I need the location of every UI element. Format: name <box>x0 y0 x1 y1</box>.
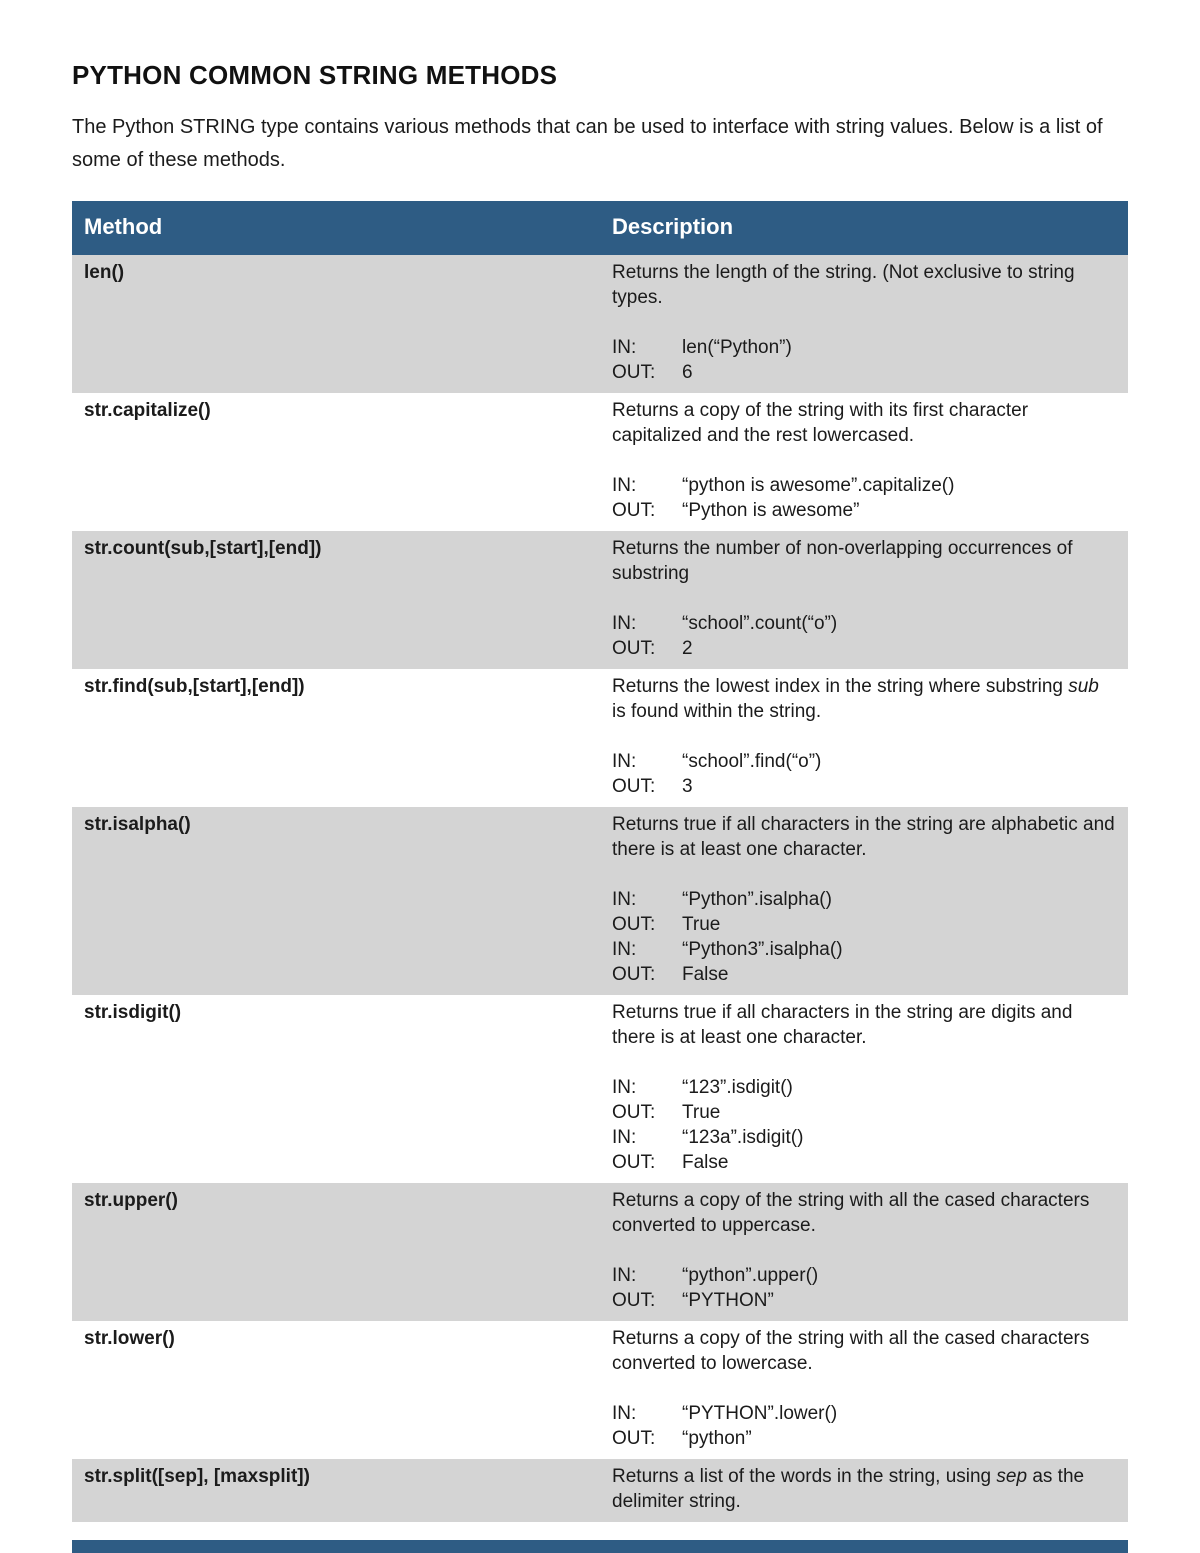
io-spacer <box>612 1238 1116 1263</box>
next-page-header-strip <box>72 1540 1128 1553</box>
io-line <box>612 611 1116 636</box>
io-value: 3 <box>682 776 693 797</box>
io-line <box>612 1100 1116 1125</box>
description-text: Returns true if all characters in the string are alphabetic and there is at least one character. <box>612 814 1115 860</box>
io-line <box>612 498 1116 523</box>
io-line <box>612 937 1116 962</box>
table-row <box>72 531 1128 669</box>
io-label: IN: <box>612 475 637 496</box>
io-value: True <box>682 914 721 935</box>
io-spacer <box>612 448 1116 473</box>
io-spacer <box>612 310 1116 335</box>
io-value: “python”.upper() <box>682 1265 819 1286</box>
io-spacer <box>612 1050 1116 1075</box>
io-label: IN: <box>612 337 637 358</box>
io-label: OUT: <box>612 1428 656 1449</box>
column-header-method: Method <box>72 201 600 255</box>
method-name: str.lower() <box>72 1321 600 1459</box>
io-line <box>612 1150 1116 1175</box>
table-row <box>72 393 1128 531</box>
io-value: False <box>682 1152 729 1173</box>
method-name: len() <box>72 255 600 393</box>
description-text: Returns the number of non-overlapping occurrences of substring <box>612 538 1073 584</box>
methods-table-body <box>72 255 1128 1522</box>
io-label: OUT: <box>612 1152 656 1173</box>
io-label: IN: <box>612 1077 637 1098</box>
io-label: IN: <box>612 1265 637 1286</box>
description-text: Returns the lowest index in the string where substring sub is found within the string. <box>612 676 1099 722</box>
io-value: “school”.count(“o”) <box>682 613 838 634</box>
io-line <box>612 912 1116 937</box>
io-value: “123a”.isdigit() <box>682 1127 804 1148</box>
io-line <box>612 360 1116 385</box>
column-header-description: Description <box>600 201 1128 255</box>
string-methods-table <box>72 201 1128 1522</box>
io-line <box>612 1263 1116 1288</box>
io-label: OUT: <box>612 1290 656 1311</box>
table-row <box>72 669 1128 807</box>
io-line <box>612 335 1116 360</box>
io-line <box>612 962 1116 987</box>
io-line <box>612 1125 1116 1150</box>
io-spacer <box>612 1376 1116 1401</box>
table-row <box>72 995 1128 1183</box>
io-value: “Python”.isalpha() <box>682 889 832 910</box>
description-text: Returns a copy of the string with all the cased characters converted to lowercase. <box>612 1328 1090 1374</box>
io-label: OUT: <box>612 964 656 985</box>
method-name: str.isdigit() <box>72 995 600 1183</box>
io-value: 2 <box>682 638 693 659</box>
intro-paragraph: The Python STRING type contains various methods that can be used to interface with string values. Below is a list of some of these methods. <box>72 116 1103 171</box>
io-label: OUT: <box>612 638 656 659</box>
io-line <box>612 1288 1116 1313</box>
method-description-cell <box>600 255 1128 393</box>
io-line <box>612 473 1116 498</box>
io-spacer <box>612 724 1116 749</box>
io-value: len(“Python”) <box>682 337 792 358</box>
io-value: “python is awesome”.capitalize() <box>682 475 955 496</box>
description-text: Returns a list of the words in the string, using sep as the delimiter string. <box>612 1466 1085 1512</box>
io-line <box>612 636 1116 661</box>
io-label: IN: <box>612 939 637 960</box>
io-label: IN: <box>612 889 637 910</box>
table-header-row <box>72 201 1128 255</box>
io-value: “Python3”.isalpha() <box>682 939 843 960</box>
description-text: Returns the length of the string. (Not exclusive to string types. <box>612 262 1075 308</box>
method-name: str.isalpha() <box>72 807 600 995</box>
io-label: OUT: <box>612 776 656 797</box>
method-name: str.capitalize() <box>72 393 600 531</box>
io-line <box>612 774 1116 799</box>
io-label: IN: <box>612 1127 637 1148</box>
io-value: “PYTHON”.lower() <box>682 1403 838 1424</box>
table-row <box>72 807 1128 995</box>
io-value: False <box>682 964 729 985</box>
page-title: PYTHON COMMON STRING METHODS <box>72 60 558 90</box>
method-name: str.count(sub,[start],[end]) <box>72 531 600 669</box>
method-description-cell <box>600 807 1128 995</box>
table-row <box>72 1183 1128 1321</box>
method-description-cell <box>600 1321 1128 1459</box>
method-name: str.upper() <box>72 1183 600 1321</box>
description-text: Returns a copy of the string with its first character capitalized and the rest lowercased. <box>612 400 1029 446</box>
description-text: Returns true if all characters in the string are digits and there is at least one character. <box>612 1002 1073 1048</box>
io-label: IN: <box>612 613 637 634</box>
io-label: OUT: <box>612 1102 656 1123</box>
io-line <box>612 1401 1116 1426</box>
io-spacer <box>612 586 1116 611</box>
method-name: str.find(sub,[start],[end]) <box>72 669 600 807</box>
io-label: OUT: <box>612 362 656 383</box>
description-text: Returns a copy of the string with all the cased characters converted to uppercase. <box>612 1190 1090 1236</box>
io-value: “123”.isdigit() <box>682 1077 793 1098</box>
io-value: “Python is awesome” <box>682 500 860 521</box>
method-description-cell <box>600 669 1128 807</box>
method-description-cell <box>600 531 1128 669</box>
io-line <box>612 1426 1116 1451</box>
method-name: str.split([sep], [maxsplit]) <box>72 1459 600 1522</box>
table-row <box>72 1321 1128 1459</box>
method-description-cell <box>600 1183 1128 1321</box>
io-value: True <box>682 1102 721 1123</box>
table-row <box>72 255 1128 393</box>
table-row <box>72 1459 1128 1522</box>
io-line <box>612 887 1116 912</box>
io-value: “PYTHON” <box>682 1290 774 1311</box>
method-description-cell <box>600 393 1128 531</box>
io-value: 6 <box>682 362 693 383</box>
io-label: IN: <box>612 1403 637 1424</box>
io-value: “python” <box>682 1428 752 1449</box>
io-label: OUT: <box>612 500 656 521</box>
method-description-cell <box>600 995 1128 1183</box>
io-line <box>612 1075 1116 1100</box>
io-value: “school”.find(“o”) <box>682 751 822 772</box>
io-spacer <box>612 862 1116 887</box>
io-label: IN: <box>612 751 637 772</box>
io-line <box>612 749 1116 774</box>
method-description-cell <box>600 1459 1128 1522</box>
io-label: OUT: <box>612 914 656 935</box>
